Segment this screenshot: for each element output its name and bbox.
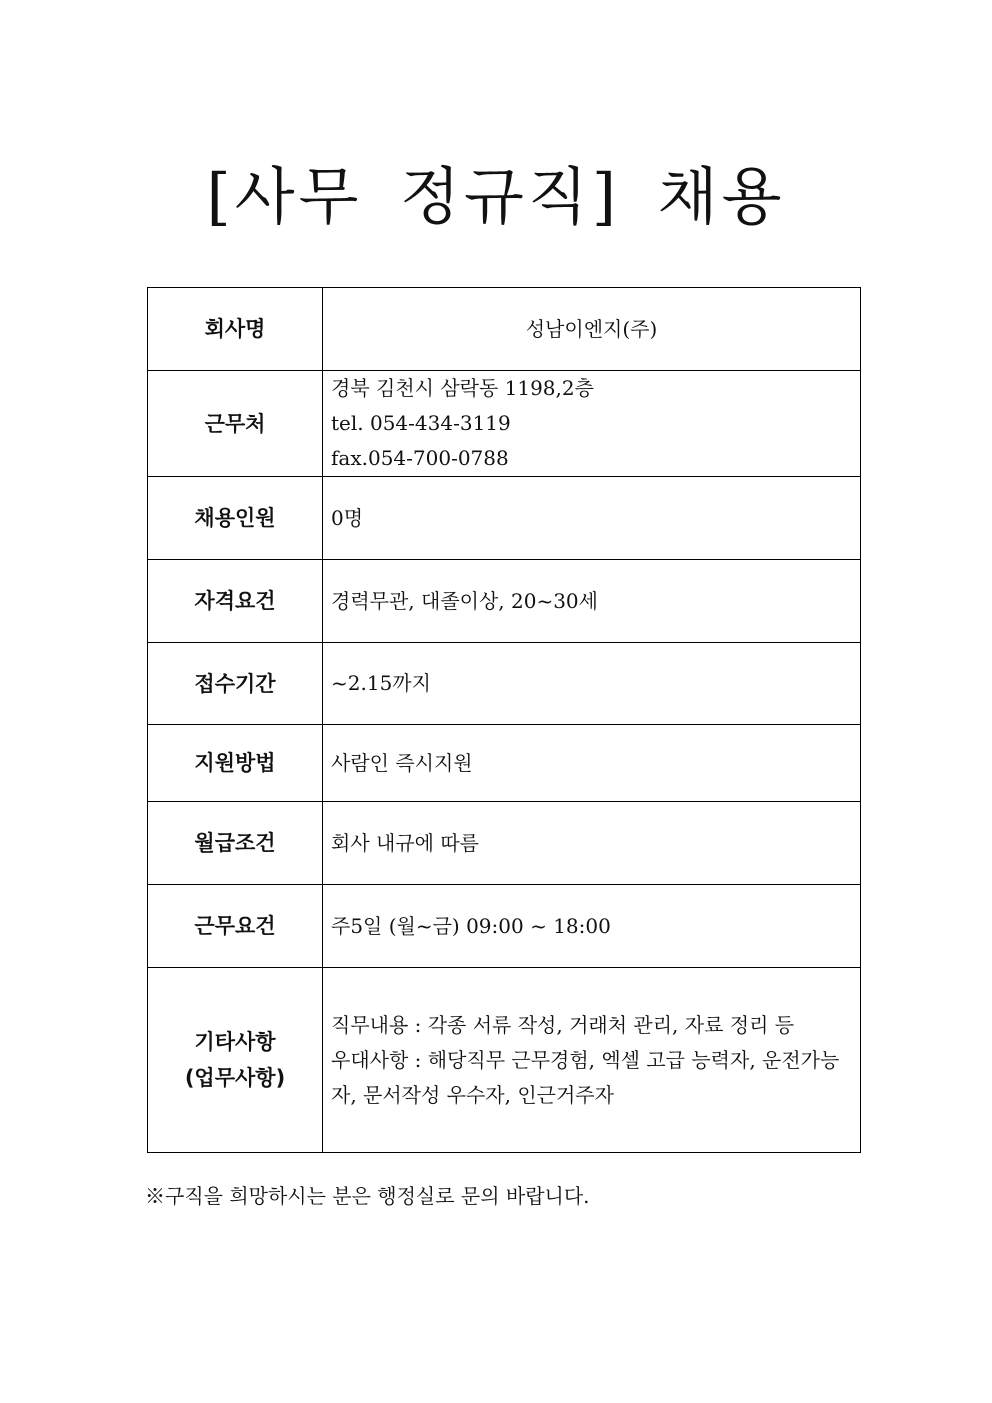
value-headcount: 0명	[323, 477, 861, 560]
table-row-other	[148, 968, 861, 1153]
value-workplace	[323, 371, 861, 477]
footnote: ※구직을 희망하시는 분은 행정실로 문의 바랍니다.	[145, 1184, 590, 1208]
table-row-salary	[148, 802, 861, 885]
preferred-qualifications: 우대사항 : 해당직무 근무경험, 엑셀 고급 능력자, 운전가능자, 문서작성 우수자, 인근거주자	[331, 1047, 840, 1107]
label-work-conditions: 근무요건	[148, 885, 323, 968]
value-other	[323, 968, 861, 1153]
table-row-work-conditions	[148, 885, 861, 968]
workplace-fax: fax.054-700-0788	[331, 446, 509, 470]
value-salary: 회사 내규에 따름	[323, 802, 861, 885]
value-requirements: 경력무관, 대졸이상, 20~30세	[323, 560, 861, 643]
table-row-workplace	[148, 371, 861, 477]
workplace-address: 경북 김천시 삼락동 1198,2층	[331, 376, 594, 400]
value-work-conditions: 주5일 (월~금) 09:00 ~ 18:00	[323, 885, 861, 968]
label-application-period: 접수기간	[148, 643, 323, 725]
label-other-main: 기타사항	[194, 1030, 276, 1054]
label-other	[148, 968, 323, 1153]
label-headcount: 채용인원	[148, 477, 323, 560]
label-requirements: 자격요건	[148, 560, 323, 643]
workplace-tel: tel. 054-434-3119	[331, 411, 511, 435]
label-apply-method: 지원방법	[148, 725, 323, 802]
label-workplace: 근무처	[148, 371, 323, 477]
page-title: [사무 정규직] 채용	[206, 160, 786, 233]
table-row-apply-method	[148, 725, 861, 802]
job-duties: 직무내용 : 각종 서류 작성, 거래처 관리, 자료 정리 등	[331, 1012, 795, 1037]
table-row-application-period	[148, 643, 861, 725]
job-info-table	[147, 287, 861, 1153]
label-salary: 월급조건	[148, 802, 323, 885]
table-row-company	[148, 288, 861, 371]
label-company-name: 회사명	[148, 288, 323, 371]
value-application-period: ~2.15까지	[323, 643, 861, 725]
table-row-requirements	[148, 560, 861, 643]
label-other-sub: (업무사항)	[184, 1066, 286, 1090]
value-company-name: 성남이엔지(주)	[323, 288, 861, 371]
value-apply-method: 사람인 즉시지원	[323, 725, 861, 802]
table-row-headcount	[148, 477, 861, 560]
